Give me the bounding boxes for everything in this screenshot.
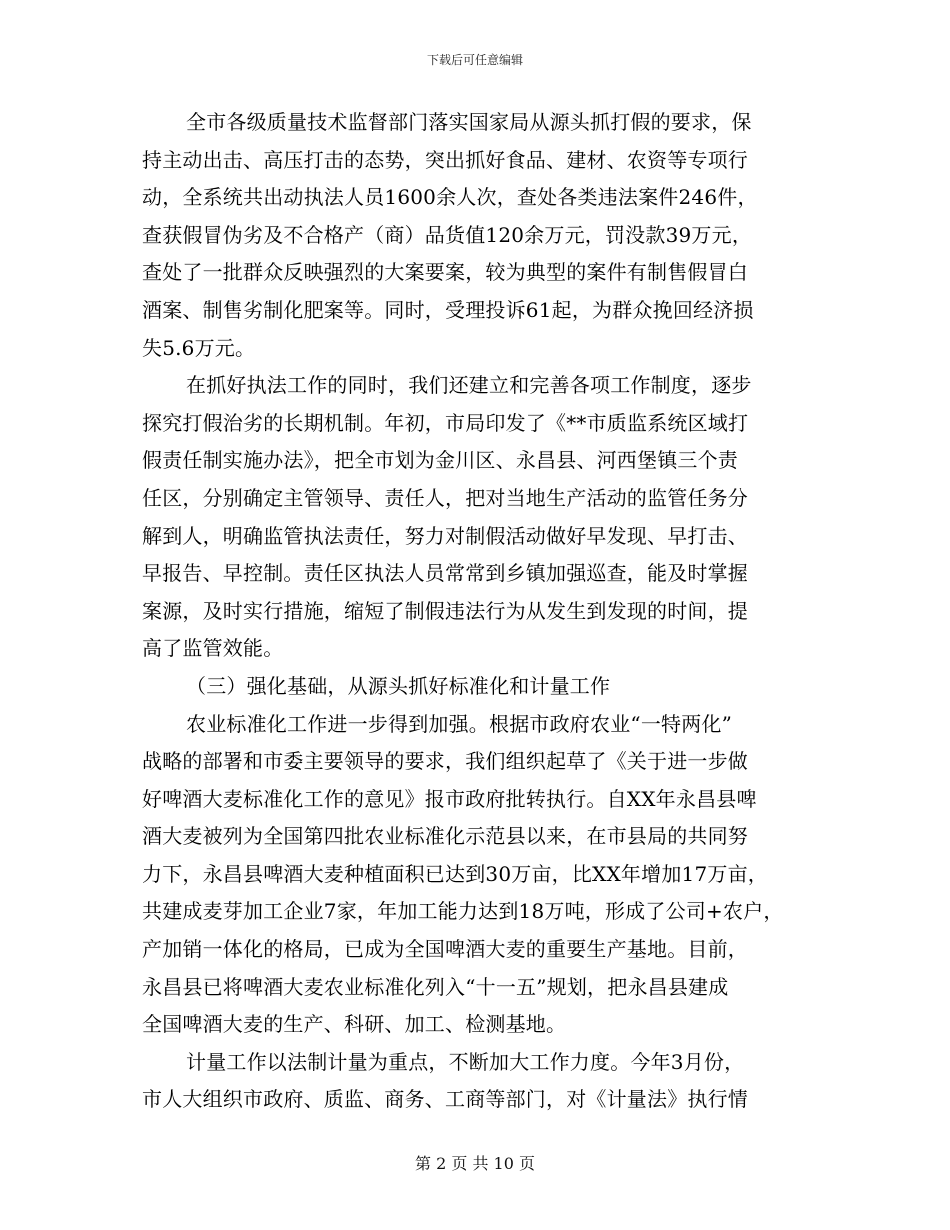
paragraph-line: 共建成麦芽加工企业7家，年加工能力达到18万吨，形成了公司+农户， <box>142 899 784 924</box>
paragraph-line: 全市各级质量技术监督部门落实国家局从源头抓打假的要求，保 <box>186 110 752 134</box>
paragraph-line: 任区，分别确定主管领导、责任人，把对当地生产活动的监管任务分 <box>142 485 748 510</box>
paragraph-line: 市人大组织市政府、质监、商务、工商等部门，对《计量法》执行情 <box>142 1087 748 1112</box>
paragraph-line: 产加销一体化的格局，已成为全国啤酒大麦的重要生产基地。目前， <box>142 937 748 962</box>
paragraph-line: 全国啤酒大麦的生产、科研、加工、检测基地。 <box>142 1012 567 1037</box>
paragraph-line: 高了监管效能。 <box>142 636 284 661</box>
paragraph-line: 查处了一批群众反映强烈的大案要案，较为典型的案件有制售假冒白 <box>142 260 748 285</box>
paragraph-line: 在抓好执法工作的同时，我们还建立和完善各项工作制度，逐步 <box>186 373 752 398</box>
page-number: 第 2 页 共 10 页 <box>415 1154 535 1173</box>
paragraph-line: 永昌县已将啤酒大麦农业标准化列入“十一五”规划，把永昌县建成 <box>142 974 729 999</box>
paragraph-line: 解到人，明确监管执法责任，努力对制假活动做好早发现、早打击、 <box>142 523 748 548</box>
paragraph-line: 战略的部署和市委主要领导的要求，我们组织起草了《关于进一步做 <box>142 749 748 774</box>
paragraph-line: 酒案、制售劣制化肥案等。同时，受理投诉61起，为群众挽回经济损 <box>142 297 754 322</box>
paragraph-line: 查获假冒伪劣及不合格产（商）品货值120余万元，罚没款39万元， <box>142 222 753 247</box>
paragraph-line: 假责任制实施办法》，把全市划为金川区、永昌县、河西堡镇三个责 <box>142 448 738 473</box>
paragraph-line: 动，全系统共出动执法人员1600余人次，查处各类违法案件246件， <box>142 185 758 210</box>
page-header: 下载后可任意编辑 <box>426 53 523 67</box>
document-body <box>142 104 802 1119</box>
paragraph-line: 失5.6万元。 <box>142 335 256 360</box>
paragraph-line: 探究打假治劣的长期机制。年初，市局印发了《**市质监系统区域打 <box>142 410 749 435</box>
paragraph-line: 持主动出击、高压打击的态势，突出抓好食品、建材、农资等专项行 <box>142 147 748 172</box>
section-heading: （三）强化基础，从源头抓好标准化和计量工作 <box>186 673 611 698</box>
paragraph-line: 力下，永昌县啤酒大麦种植面积已达到30万亩，比XX年增加17万亩， <box>142 861 768 886</box>
paragraph-line: 酒大麦被列为全国第四批农业标准化示范县以来，在市县局的共同努 <box>142 824 748 849</box>
paragraph-line: 案源，及时实行措施，缩短了制假违法行为从发生到发现的时间，提 <box>142 598 748 623</box>
paragraph-line: 农业标准化工作进一步得到加强。根据市政府农业“一特两化” <box>186 711 733 736</box>
paragraph-line: 早报告、早控制。责任区执法人员常常到乡镇加强巡查，能及时掌握 <box>142 561 748 586</box>
paragraph-line: 好啤酒大麦标准化工作的意见》报市政府批转执行。自XX年永昌县啤 <box>142 786 757 811</box>
paragraph-line: 计量工作以法制计量为重点，不断加大工作力度。今年3月份， <box>186 1049 745 1074</box>
